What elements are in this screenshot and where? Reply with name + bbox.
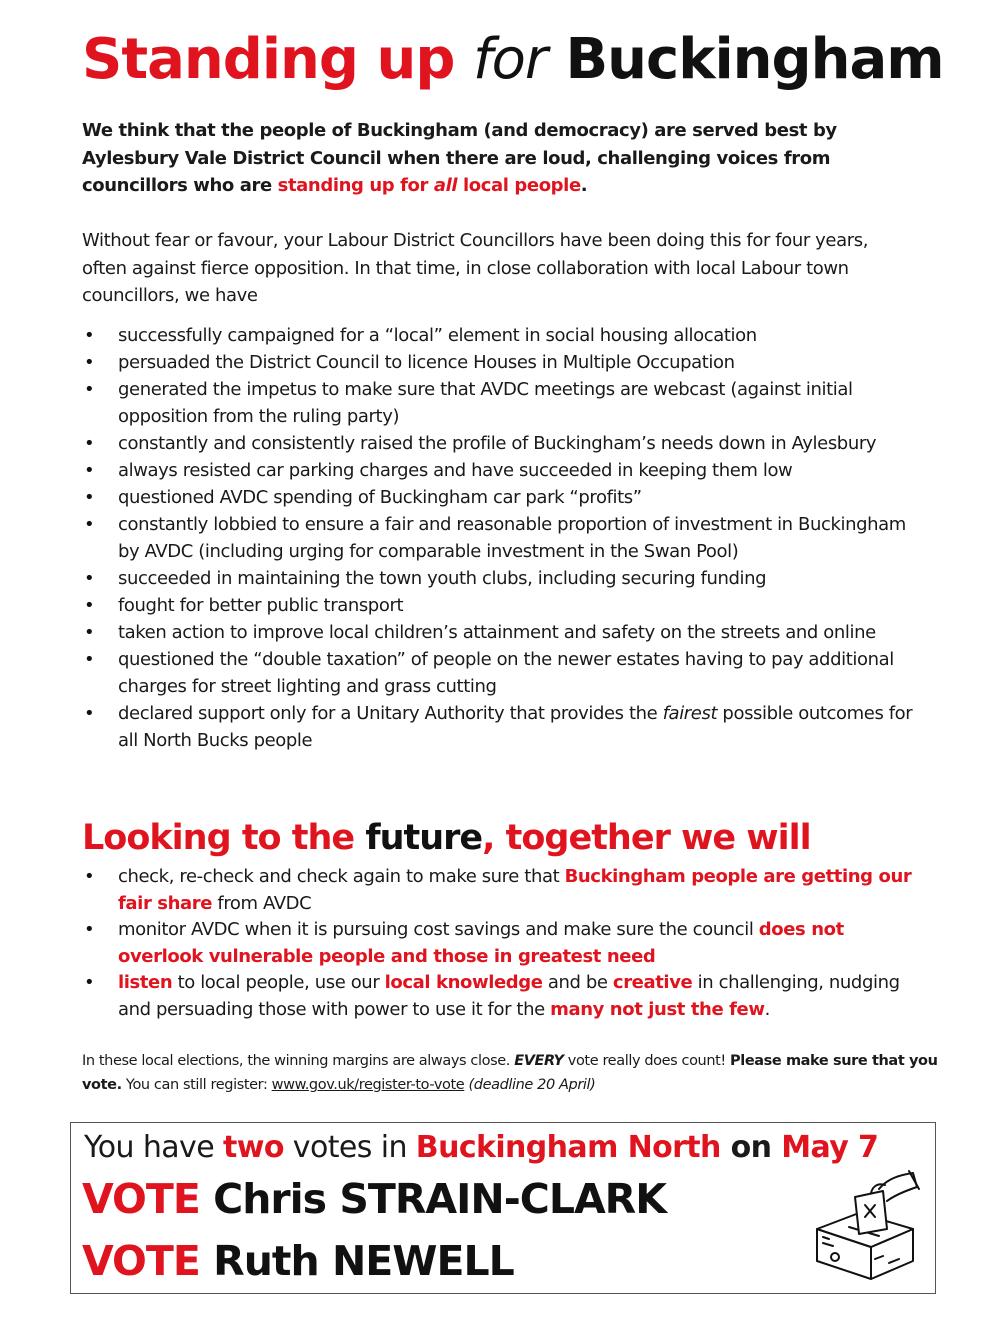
title-part-standing: Standing up	[82, 27, 455, 92]
vote-box	[70, 1122, 936, 1294]
list-item: • succeeded in maintaining the town youth clubs, including securing funding	[82, 565, 922, 592]
vote-word: VOTE	[82, 1237, 200, 1285]
footer-every: EVERY	[514, 1053, 564, 1069]
vote-candidate-2	[82, 1233, 514, 1289]
headline-two: two	[223, 1130, 284, 1165]
headline-on: on	[720, 1130, 782, 1165]
future-heading	[82, 813, 811, 863]
item-text: possible outcomes for all North Bucks people	[118, 703, 913, 751]
intro-red-1: standing up for	[277, 175, 434, 196]
footer-note	[82, 1049, 942, 1097]
item-highlight: does not overlook vulnerable people and those in greatest need	[118, 919, 844, 967]
page-title	[82, 22, 944, 98]
candidate-name: Chris STRAIN-CLARK	[199, 1175, 667, 1223]
title-part-for: for	[472, 27, 547, 92]
vote-box-headline	[84, 1128, 878, 1168]
item-highlight: listen	[118, 972, 173, 993]
list-item: • generated the impetus to make sure that AVDC meetings are webcast (against initial opposition from the ruling party)	[82, 376, 922, 430]
vote-candidate-1	[82, 1171, 666, 1227]
future-heading-part1: Looking to the	[82, 818, 366, 858]
register-link[interactable]: www.gov.uk/register-to-vote	[271, 1077, 465, 1093]
item-highlight: creative	[612, 972, 693, 993]
list-item: • constantly and consistently raised the profile of Buckingham’s needs down in Aylesbury	[82, 430, 922, 457]
item-text: monitor AVDC when it is pursuing cost savings and make sure the council	[118, 919, 759, 940]
list-item: • questioned the “double taxation” of people on the newer estates having to pay additional charges for street lighting and grass cutting	[82, 646, 922, 700]
list-item	[82, 700, 922, 754]
footer-text: In these local elections, the winning margins are always close.	[82, 1053, 515, 1069]
future-heading-part3: , together we will	[482, 818, 811, 858]
footer-please-vote: Please make sure that you vote.	[82, 1053, 938, 1093]
ballot-box-icon	[809, 1167, 921, 1283]
achievements-list	[82, 322, 922, 754]
headline-text: votes in	[283, 1130, 416, 1165]
headline-ward: Buckingham North	[415, 1130, 721, 1165]
vote-word: VOTE	[82, 1175, 200, 1223]
headline-text: You have	[84, 1130, 223, 1165]
future-list	[82, 864, 922, 1023]
item-text: in challenging, nudging and persuading those with power to use it for the	[118, 972, 900, 1020]
future-heading-part2: future	[365, 818, 483, 858]
item-text: from AVDC	[212, 892, 312, 914]
list-item: • successfully campaigned for a “local” element in social housing allocation	[82, 322, 922, 349]
list-item: • constantly lobbied to ensure a fair and reasonable proportion of investment in Buckingham by AVDC (including urging for comparable investment in the Swan Pool)	[82, 511, 922, 565]
list-item: • taken action to improve local children’s attainment and safety on the streets and online	[82, 619, 922, 646]
item-italic: fairest	[662, 703, 718, 724]
footer-deadline: (deadline 20 April)	[468, 1077, 596, 1093]
footer-text: You can still register:	[121, 1077, 272, 1093]
item-text: declared support only for a Unitary Authority that provides the	[118, 703, 663, 724]
item-text: to local people, use our	[172, 972, 385, 993]
item-highlight: many not just the few	[550, 998, 765, 1020]
title-part-buckingham: Buckingham	[565, 27, 944, 92]
list-item: • always resisted car parking charges and have succeeded in keeping them low	[82, 457, 922, 484]
item-text: and be	[542, 972, 613, 993]
intro-red-2: local people	[457, 175, 581, 196]
record-paragraph: Without fear or favour, your Labour District Councillors have been doing this for four years, often against fierce opposition. In that time, in close collaboration with local Labour town councillors, we have	[82, 230, 869, 306]
list-item	[82, 970, 922, 1023]
candidate-name: Ruth NEWELL	[199, 1237, 514, 1285]
footer-text: vote really does count!	[563, 1053, 731, 1069]
intro-text: We think that the people of Buckingham (and democracy) are served best by Aylesbury Vale District Council when there are loud, challenging voices from councillors who are	[82, 120, 837, 196]
list-item	[82, 864, 922, 917]
headline-date: May 7	[781, 1130, 879, 1165]
list-item: • questioned AVDC spending of Buckingham car park “profits”	[82, 484, 922, 511]
item-text: .	[764, 998, 770, 1020]
intro-paragraph	[82, 117, 912, 200]
list-item: • persuaded the District Council to licence Houses in Multiple Occupation	[82, 349, 922, 376]
intro-red-italic: all	[433, 175, 458, 196]
list-item	[82, 917, 922, 970]
item-text: check, re-check and check again to make sure that	[118, 866, 565, 887]
intro-end: .	[580, 175, 588, 196]
item-highlight: Buckingham people are getting our fair share	[118, 866, 912, 914]
item-highlight: local knowledge	[384, 972, 543, 993]
list-item: • fought for better public transport	[82, 592, 922, 619]
